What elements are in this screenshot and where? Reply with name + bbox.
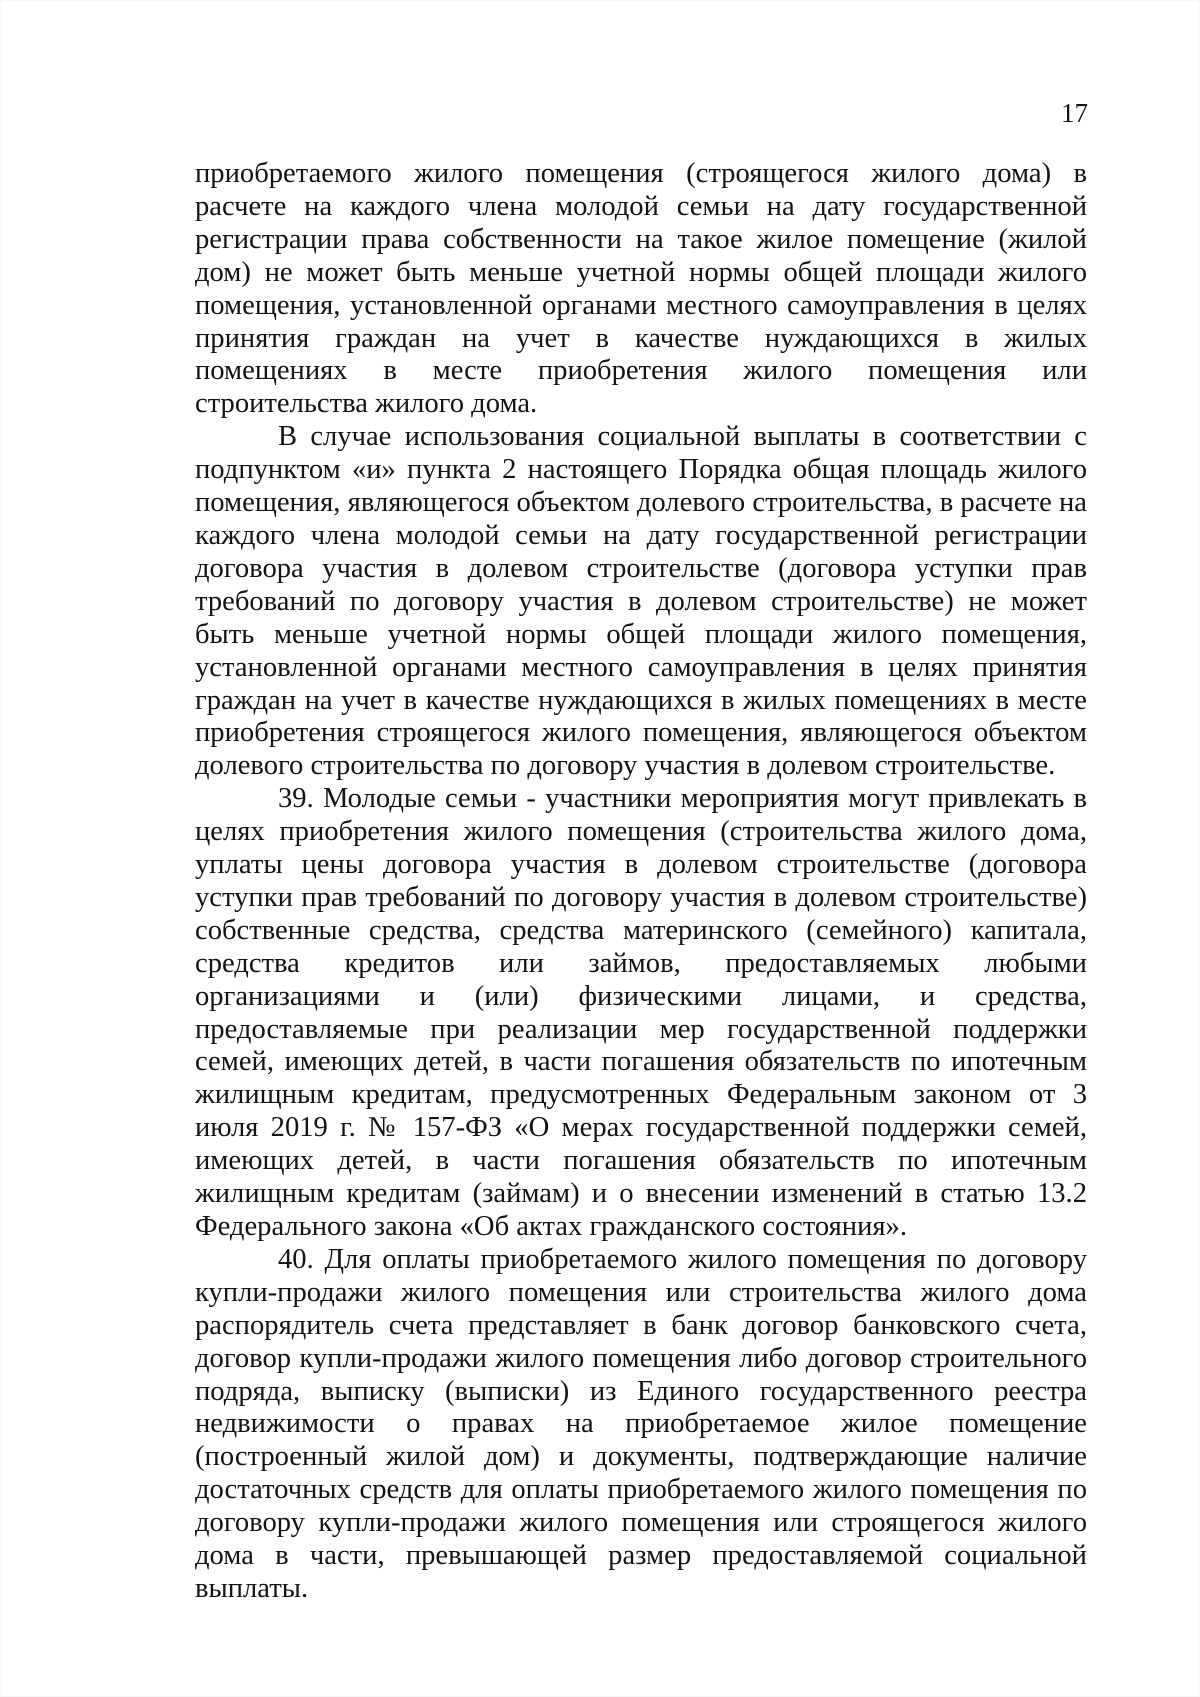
paragraph-continuation: приобретаемого жилого помещения (строящегося жилого дома) в расчете на каждого члена молодой семьи на дату государственной регистрации права собственности на такое жилое помещение (жилой дом) не может быть меньше учетной нормы общей площади жилого помещения, установленной органами местного самоуправления в целях принятия граждан на учет в качестве нуждающихся в жилых помещениях в месте приобретения жилого помещения или строительства жилого дома. — [195, 158, 1087, 420]
page-number: 17 — [1061, 98, 1088, 128]
paragraph-shared-construction: В случае использования социальной выплаты в соответствии с подпунктом «и» пункта 2 настоящего Порядка общая площадь жилого помещения, являющегося объектом долевого строительства, в расчете на каждого члена молодой семьи на дату государственной регистрации договора участия в долевом строительстве (договора уступки прав требований по договору участия в долевом строительстве) не может быть меньше учетной нормы общей площади жилого помещения, установленной органами местного самоуправления в целях принятия граждан на учет в качестве нуждающихся в жилых помещениях в месте приобретения строящегося жилого помещения, являющегося объектом долевого строительства по договору участия в долевом строительстве. — [195, 421, 1087, 782]
paragraph-item-39: 39. Молодые семьи - участники мероприятия могут привлекать в целях приобретения жилого помещения (строительства жилого дома, уплаты цены договора участия в долевом строительстве (договора уступки прав требований по договору участия в долевом строительстве) собственные средства, средства материнского (семейного) капитала, средства кредитов или займов, предоставляемых любыми организациями и (или) физическими лицами, и средства, предоставляемые при реализации мер государственной поддержки семей, имеющих детей, в части погашения обязательств по ипотечным жилищным кредитам, предусмотренных Федеральным законом от 3 июля 2019 г. № 157-ФЗ «О мерах государственной поддержки семей, имеющих детей, в части погашения обязательств по ипотечным жилищным кредитам (займам) и о внесении изменений в статью 13.2 Федерального закона «Об актах гражданского состояния». — [195, 783, 1087, 1242]
document-body — [195, 158, 1087, 1606]
paragraph-item-40: 40. Для оплаты приобретаемого жилого помещения по договору купли-продажи жилого помещения или строительства жилого дома распорядитель счета представляет в банк договор банковского счета, договор купли-продажи жилого помещения либо договор строительного подряда, выписку (выписки) из Единого государственного реестра недвижимости о правах на приобретаемое жилое помещение (построенный жилой дом) и документы, подтверждающие наличие достаточных средств для оплаты приобретаемого жилого помещения по договору купли-продажи жилого помещения или строящегося жилого дома в части, превышающей размер предоставляемой социальной выплаты. — [195, 1243, 1087, 1604]
